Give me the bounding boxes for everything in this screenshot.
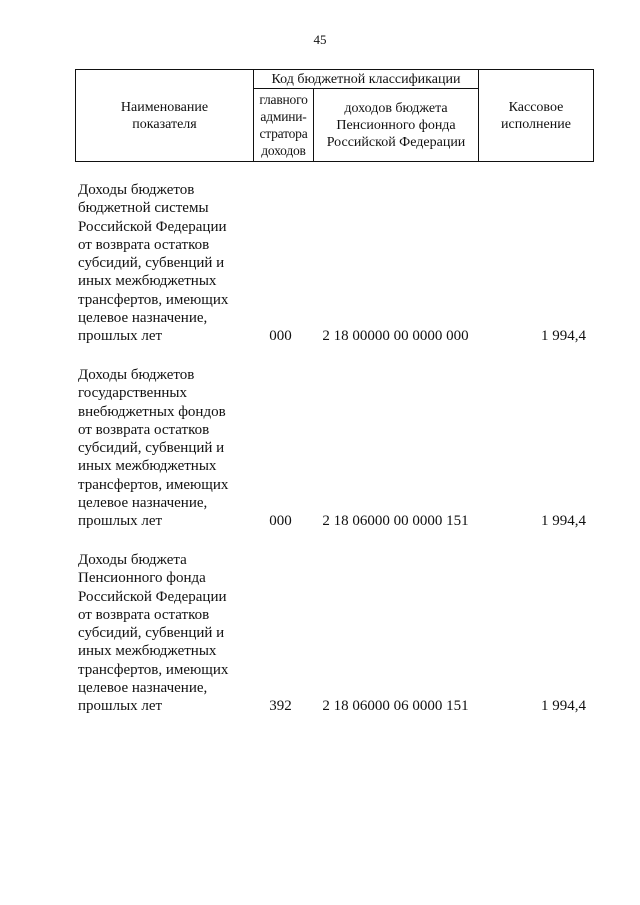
row-admin-code: 000 xyxy=(269,328,292,344)
row-amount: 1 994,4 xyxy=(541,328,586,344)
header-income-label: доходов бюджета Пенсионного фонда Российской Федерации xyxy=(326,100,466,150)
table-header xyxy=(75,69,594,162)
row-budget-code: 2 18 06000 06 0000 151 xyxy=(322,698,469,714)
row-budget-code: 2 18 06000 00 0000 151 xyxy=(322,513,469,529)
header-admin xyxy=(254,89,314,162)
header-code-group-label: Код бюджетной классификации xyxy=(271,71,461,87)
header-admin-label: главного админи- стратора доходов xyxy=(259,92,308,158)
header-code-group xyxy=(254,70,479,89)
row-amount: 1 994,4 xyxy=(541,698,586,714)
row-admin-code: 392 xyxy=(269,698,292,714)
header-name xyxy=(76,70,254,162)
row-name: Доходы бюджетов государственных внебюджетных фондов от возврата остатков субсидий, субвенций и иных межбюджетных трансфертов, имеющих целевое назначение, прошлых лет xyxy=(78,367,229,530)
header-income xyxy=(314,89,479,162)
row-admin-code: 000 xyxy=(269,513,292,529)
header-execution-label: Кассовое исполнение xyxy=(501,99,571,132)
row-budget-code: 2 18 00000 00 0000 000 xyxy=(322,328,469,344)
row-amount: 1 994,4 xyxy=(541,513,586,529)
page-number: 45 xyxy=(313,32,327,47)
row-name: Доходы бюджетов бюджетной системы Российской Федерации от возврата остатков субсидий, субвенций и иных межбюджетных трансфертов, имеющих целевое назначение, прошлых лет xyxy=(78,182,229,345)
header-execution xyxy=(479,70,594,162)
row-name: Доходы бюджета Пенсионного фонда Российской Федерации от возврата остатков субсидий, субвенций и иных межбюджетных трансфертов, имеющих целевое назначение, прошлых лет xyxy=(78,552,229,715)
header-name-label: Наименование показателя xyxy=(120,99,209,132)
